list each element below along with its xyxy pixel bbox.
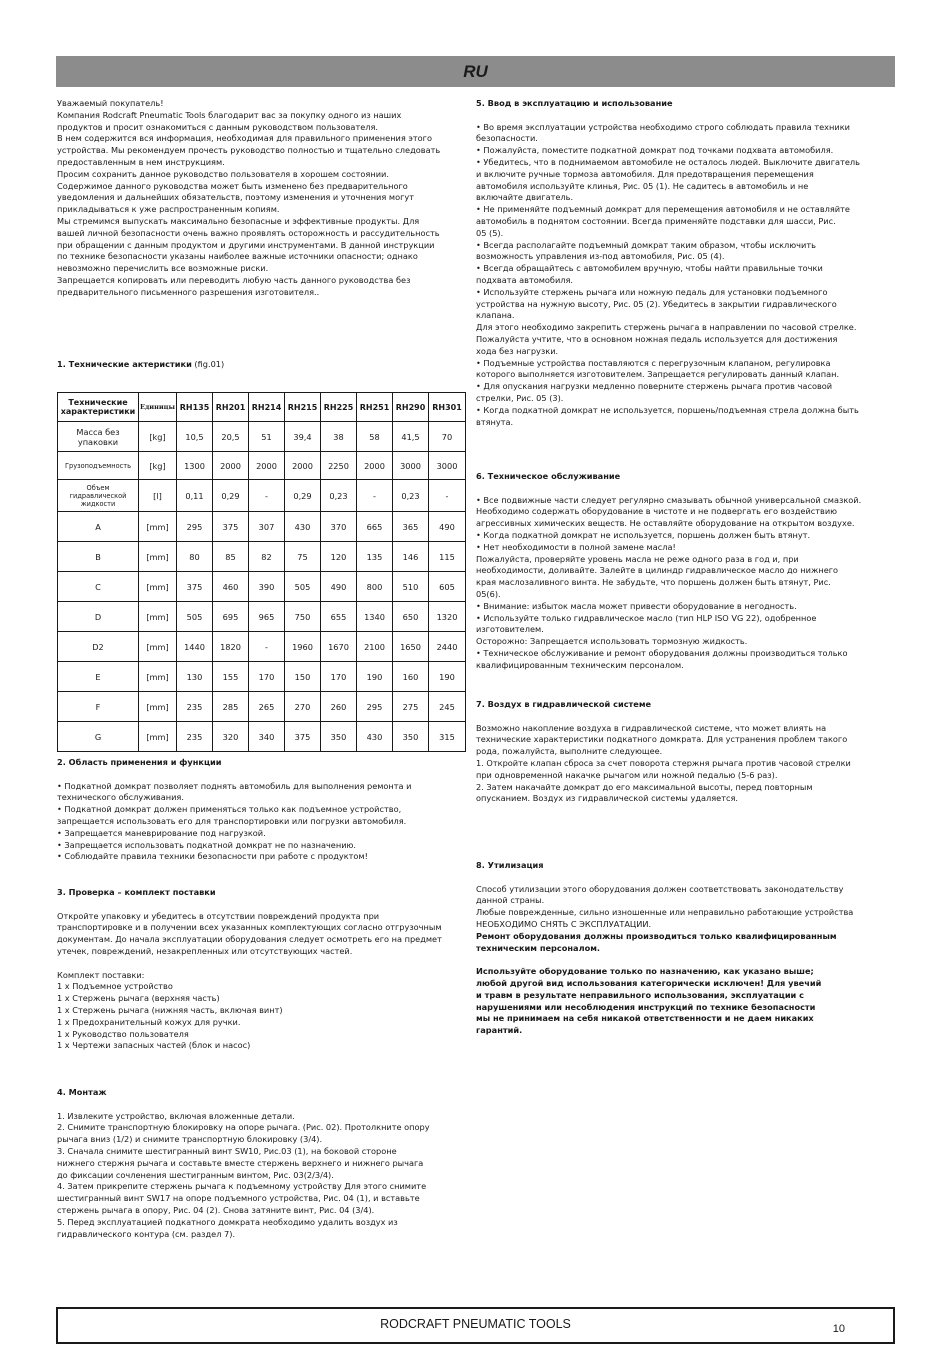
specs-row xyxy=(58,542,466,572)
specs-cell: 307 xyxy=(249,512,285,542)
specs-row-unit: [kg] xyxy=(139,452,177,480)
specs-cell: 265 xyxy=(249,692,285,722)
specs-row-label: A xyxy=(58,512,139,542)
specs-cell: 460 xyxy=(213,572,249,602)
specs-row-unit: [mm] xyxy=(139,512,177,542)
specs-row-unit: [mm] xyxy=(139,542,177,572)
page-number: 10 xyxy=(832,1323,845,1335)
specs-cell: 2000 xyxy=(285,452,321,480)
specs-cell: 135 xyxy=(357,542,393,572)
footer-title: RODCRAFT PNEUMATIC TOOLS xyxy=(380,1317,571,1331)
model-header: RH251 xyxy=(357,393,393,422)
specs-row-unit: [l] xyxy=(139,480,177,512)
specs-cell: 170 xyxy=(249,662,285,692)
specs-row-label: F xyxy=(58,692,139,722)
section-8-bold-notice: Ремонт оборудования должны производиться только квалифицированным техническим персоналом. xyxy=(476,930,837,953)
specs-cell: 150 xyxy=(285,662,321,692)
specs-row xyxy=(58,572,466,602)
specs-row-unit: [mm] xyxy=(139,602,177,632)
specs-cell: 80 xyxy=(177,542,213,572)
section-8-warranty-notice: Используйте оборудование только по назначению, как указано выше; любой другой вид использования категорически исключен! Для увечий и травм в результате неправильного использования, эксплуатации с нарушениями или несоблюдения инструкций по технике безопасности мы не принимаем на себя никакой ответственности и не даем никаких гарантий. xyxy=(476,966,822,1036)
specs-cell: 490 xyxy=(429,512,466,542)
specs-cell: 1820 xyxy=(213,632,249,662)
section-6 xyxy=(476,471,886,672)
section-2 xyxy=(57,757,467,863)
model-header: RH290 xyxy=(393,393,429,422)
model-header: RH301 xyxy=(429,393,466,422)
specs-cell: 965 xyxy=(249,602,285,632)
specs-cell: 82 xyxy=(249,542,285,572)
specs-cell: 2000 xyxy=(249,452,285,480)
specs-cell: 285 xyxy=(213,692,249,722)
specs-row xyxy=(58,602,466,632)
specs-cell: 295 xyxy=(177,512,213,542)
specs-cell: 1650 xyxy=(393,632,429,662)
specs-cell: 490 xyxy=(321,572,357,602)
specs-cell: 275 xyxy=(393,692,429,722)
specs-row-unit: [mm] xyxy=(139,632,177,662)
specs-cell: 38 xyxy=(321,422,357,452)
model-header: RH225 xyxy=(321,393,357,422)
specs-cell: 375 xyxy=(177,572,213,602)
specs-cell: - xyxy=(249,480,285,512)
specs-header-row xyxy=(58,393,466,422)
specs-row xyxy=(58,692,466,722)
model-header: RH214 xyxy=(249,393,285,422)
specs-cell: 41,5 xyxy=(393,422,429,452)
specs-row-label: D2 xyxy=(58,632,139,662)
specs-header-label: Технические характеристики xyxy=(58,393,139,422)
specs-cell: 655 xyxy=(321,602,357,632)
specs-cell: 430 xyxy=(285,512,321,542)
specs-cell: 10,5 xyxy=(177,422,213,452)
specs-cell: 0,23 xyxy=(393,480,429,512)
specs-cell: 2100 xyxy=(357,632,393,662)
section-7-title: 7. Воздух в гидравлической системе xyxy=(476,699,652,709)
specs-cell: 390 xyxy=(249,572,285,602)
specs-cell: 650 xyxy=(393,602,429,632)
specs-row xyxy=(58,512,466,542)
specs-cell: 0,29 xyxy=(213,480,249,512)
specs-cell: 2440 xyxy=(429,632,466,662)
specs-row-label: G xyxy=(58,722,139,752)
specs-cell: 260 xyxy=(321,692,357,722)
specs-cell: 695 xyxy=(213,602,249,632)
section-3-body: Откройте упаковку и убедитесь в отсутствии повреждений продукта при транспортировке и в получении всех указанных комплектующих согласно отгрузочным документам. До начала эксплуатации оборудования следует осмотреть его на предмет утечек, повреждений, незакрепленных или отсутствующих частей. Комплект поставки: 1 x Подъемное устройство 1 x Стержень рычага (верхняя часть) 1 x Стержень рычага (нижняя часть, включая винт) 1 x Предохранительный кожух для ручки. 1 x Руководство пользователя 1 x Чертежи запасных частей (блок и насос) xyxy=(57,910,442,1051)
specs-cell: 146 xyxy=(393,542,429,572)
specs-cell: 375 xyxy=(285,722,321,752)
specs-cell: 0,29 xyxy=(285,480,321,512)
section-6-body: • Все подвижные части следует регулярно смазывать обычной универсальной смазкой. Необходимо содержать оборудование в чистоте и не подвергать его воздействию агрессивных химических веществ. Не оставляйте оборудование на открытом воздухе. • Когда подкатной домкрат не используется, поршень должен быть втянут. • Нет необходимости в полной замене масла! Пожалуйста, проверяйте уровень масла не реже одного раза в год и, при необходимости, доливайте. Залейте в цилиндр гидравлическое масло до нижнего края маслозаливного винта. Не забудьте, что поршень должен быть втянут, Рис. 05(6). • Внимание: избыток масла может привести оборудование в негодность. • Используйте только гидравлическое масло (тип HLP ISO VG 22), одобренное изготовителем. Осторожно: Запрещается использовать тормозную жидкость. • Техническое обслуживание и ремонт оборудования должны производиться только квалифицированным техническим персоналом. xyxy=(476,494,862,670)
section-2-title: 2. Область применения и функции xyxy=(57,757,222,767)
specs-cell: 350 xyxy=(321,722,357,752)
specs-cell: 350 xyxy=(393,722,429,752)
intro-text: Уважаемый покупатель! Компания Rodcraft Pneumatic Tools благодарит вас за покупку одного из наших продуктов и просит ознакомиться с данным руководством пользователя. В нем содержится вся информация, необходимая для правильного применения этого устройства. Мы рекомендуем прочесть руководство полностью и тщательно следовать предоставленным в нем инструкциям. Просим сохранить данное руководство пользователя в хорошем состоянии. Содержимое данного руководства может быть изменено без предварительного уведомления и дальнейших обязательств, поэтому изменения и уточнения могут прикладываться к уже распространенным копиям. Мы стремимся выпускать максимально безопасные и эффективные продукты. Для вашей личной безопасности очень важно проявлять осторожность и рассудительность при обращении с данным продуктом и другими инструментами. В данной инструкции по технике безопасности указаны наиболее важные источники опасности; однако невозможно перечислить все возможные риски. Запрещается копировать или переводить любую часть данного руководства без предварительного письменного разрешения изготовителя.. xyxy=(57,98,441,297)
specs-row xyxy=(58,480,466,512)
specs-cell: 120 xyxy=(321,542,357,572)
specs-body xyxy=(58,422,466,752)
specs-row xyxy=(58,662,466,692)
specs-cell: 505 xyxy=(285,572,321,602)
specs-row-unit: [mm] xyxy=(139,722,177,752)
language-code: RU xyxy=(463,61,488,81)
language-header-bar xyxy=(56,56,895,87)
section-8 xyxy=(476,860,886,1037)
specs-cell: 51 xyxy=(249,422,285,452)
specs-cell: 160 xyxy=(393,662,429,692)
model-header: RH201 xyxy=(213,393,249,422)
specs-cell: 510 xyxy=(393,572,429,602)
section-8-body: Способ утилизации этого оборудования должен соответствовать законодательству данной страны. Любые поврежденные, сильно изношенные или неправильно работающие устройства НЕОБХОДИМО СНЯТЬ С ЭКСПЛУАТАЦИИ. xyxy=(476,883,854,929)
specs-cell: 750 xyxy=(285,602,321,632)
specs-cell: 505 xyxy=(177,602,213,632)
section-7 xyxy=(476,699,886,805)
specs-cell: 270 xyxy=(285,692,321,722)
model-header: RH215 xyxy=(285,393,321,422)
specs-cell: 2000 xyxy=(213,452,249,480)
specs-cell: - xyxy=(249,632,285,662)
specs-cell: 245 xyxy=(429,692,466,722)
specs-cell: 20,5 xyxy=(213,422,249,452)
specs-cell: 1300 xyxy=(177,452,213,480)
specs-table xyxy=(57,392,466,752)
section-4-title: 4. Монтаж xyxy=(57,1087,107,1097)
specs-cell: 2000 xyxy=(357,452,393,480)
specs-cell: 3000 xyxy=(429,452,466,480)
specs-cell: 85 xyxy=(213,542,249,572)
specs-cell: 295 xyxy=(357,692,393,722)
specs-row-unit: [mm] xyxy=(139,692,177,722)
specs-cell: 365 xyxy=(393,512,429,542)
specs-cell: 170 xyxy=(321,662,357,692)
specs-cell: 315 xyxy=(429,722,466,752)
specs-header-units: Единицы xyxy=(139,393,177,422)
specs-row-label: B xyxy=(58,542,139,572)
section-7-body: Возможно накопление воздуха в гидравлической системе, что может влиять на технические характеристики подкатного домкрата. Для устранения проблем такого рода, пожалуйста, выполните следующее. 1. Откройте клапан сброса за счет поворота стержня рычага против часовой стрелки при одновременной накачке рычагом или ножной педалью (5-6 раз). 2. Затем накачайте домкрат до его максимальной высоты, перед повторным опусканием. Воздух из гидравлической системы удаляется. xyxy=(476,722,851,804)
specs-row xyxy=(58,722,466,752)
section-2-body: • Подкатной домкрат позволяет поднять автомобиль для выполнения ремонта и технического обслуживания. • Подкатной домкрат должен применяться только как подъемное устройство, запрещается использовать его для транспортировки или погрузки автомобиля. • Запрещается маневрирование под нагрузкой. • Запрещается использовать подкатной домкрат не по назначению. • Соблюдайте правила техники безопасности при работе с продуктом! xyxy=(57,780,412,862)
section-3 xyxy=(57,887,467,1052)
specs-row-unit: [kg] xyxy=(139,422,177,452)
specs-cell: 58 xyxy=(357,422,393,452)
specs-cell: 75 xyxy=(285,542,321,572)
specs-cell: 665 xyxy=(357,512,393,542)
specs-cell: 375 xyxy=(213,512,249,542)
specs-row xyxy=(58,422,466,452)
section-5-body: • Во время эксплуатации устройства необходимо строго соблюдать правила техники безопасности. • Пожалуйста, поместите подкатной домкрат под точками подхвата автомобиля. • Убедитесь, что в поднимаемом автомобиле не осталось людей. Выключите двигатель и включите ручные тормоза автомобиля. Для предотвращения перемещения автомобиля используйте клинья, Рис. 05 (1). Не садитесь в автомобиль и не включайте двигатель. • Не применяйте подъемный домкрат для перемещения автомобиля и не оставляйте автомобиль в поднятом состоянии. Всегда применяйте подставки для шасси, Рис. 05 (5). • Всегда располагайте подъемный домкрат таким образом, чтобы исключить возможность управления из-под автомобиля, Рис. 05 (4). • Всегда обращайтесь с автомобилем вручную, чтобы найти правильные точки подхвата автомобиля. • Используйте стержень рычага или ножную педаль для установки подъемного устройства на нужную высоту, Рис. 05 (2). Убедитесь в закрытии гидравлического клапана. Для этого необходимо закрепить стержень рычага в направлении по часовой стрелке. Пожалуйста учтите, что в основном ножная педаль используется для достижения хода без нагрузки. • Подъемные устройства поставляются с перегрузочным клапаном, регулировка которого выполняется изготовителем. Запрещается регулировать данный клапан. • Для опускания нагрузки медленно поверните стержень рычага против часовой стрелки, Рис. 05 (3). • Когда подкатной домкрат не используется, поршень/подъемная стрела должна быть втянута. xyxy=(476,121,860,427)
section-4-body: 1. Извлеките устройство, включая вложенные детали. 2. Снимите транспортную блокировку на опоре рычага. (Рис. 02). Протолкните опору рычага вниз (1/2) и снимите транспортную блокировку (3/4). 3. Сначала снимите шестигранный винт SW10, Рис.03 (1), на боковой стороне нижнего стержня рычага и составьте вместе стержень верхнего и нижнего рычага до фиксации сочленения шестигранным винтом, Рис. 03(2/3/4). 4. Затем прикрепите стержень рычага к подъемному устройству Для этого снимите шестигранный винт SW17 на опоре подъемного устройства, Рис. 04 (1), и вставьте стержень рычага в опору, Рис. 04 (2). Снова затяните винт, Рис. 04 (3/4). 5. Перед эксплуатацией подкатного домкрата необходимо удалить воздух из гидравлического контура (см. раздел 7). xyxy=(57,1110,430,1239)
specs-cell: 115 xyxy=(429,542,466,572)
section-5-title: 5. Ввод в эксплуатацию и использование xyxy=(476,98,673,108)
specs-cell: 0,23 xyxy=(321,480,357,512)
specs-row-label: Грузоподъемность xyxy=(58,452,139,480)
specs-cell: 370 xyxy=(321,512,357,542)
specs-row-label: D xyxy=(58,602,139,632)
specs-row-unit: [mm] xyxy=(139,662,177,692)
specs-cell: 130 xyxy=(177,662,213,692)
specs-cell: 1320 xyxy=(429,602,466,632)
section-6-title: 6. Техническое обслуживание xyxy=(476,471,621,481)
specs-title-bold: 1. Технические актеристики xyxy=(57,359,192,369)
specs-row-label: C xyxy=(58,572,139,602)
specs-cell: 1440 xyxy=(177,632,213,662)
specs-row-label: Масса без упаковки xyxy=(58,422,139,452)
specs-cell: 155 xyxy=(213,662,249,692)
specs-row-unit: [mm] xyxy=(139,572,177,602)
specs-cell: 430 xyxy=(357,722,393,752)
specs-cell: 190 xyxy=(357,662,393,692)
specs-row-label: Объем гидравлической жидкости xyxy=(58,480,139,512)
specs-cell: 340 xyxy=(249,722,285,752)
specs-title-ref: (fig.01) xyxy=(191,359,225,369)
section-3-title: 3. Проверка – комплект поставки xyxy=(57,887,216,897)
specs-cell: 39,4 xyxy=(285,422,321,452)
specs-cell: 0,11 xyxy=(177,480,213,512)
footer xyxy=(56,1307,895,1344)
specs-cell: 235 xyxy=(177,692,213,722)
specs-cell: 1960 xyxy=(285,632,321,662)
specs-row-label: E xyxy=(58,662,139,692)
section-4 xyxy=(57,1087,467,1240)
specs-row xyxy=(58,452,466,480)
specs-cell: - xyxy=(357,480,393,512)
specs-cell: 1670 xyxy=(321,632,357,662)
model-header: RH135 xyxy=(177,393,213,422)
specs-cell: - xyxy=(429,480,466,512)
right-column xyxy=(476,98,886,428)
specs-cell: 320 xyxy=(213,722,249,752)
specs-cell: 70 xyxy=(429,422,466,452)
specs-cell: 235 xyxy=(177,722,213,752)
specs-row xyxy=(58,632,466,662)
specs-cell: 2250 xyxy=(321,452,357,480)
specs-cell: 3000 xyxy=(393,452,429,480)
specs-cell: 1340 xyxy=(357,602,393,632)
specs-cell: 605 xyxy=(429,572,466,602)
section-8-title: 8. Утилизация xyxy=(476,860,544,870)
specs-title xyxy=(57,359,224,369)
specs-cell: 800 xyxy=(357,572,393,602)
specs-cell: 190 xyxy=(429,662,466,692)
